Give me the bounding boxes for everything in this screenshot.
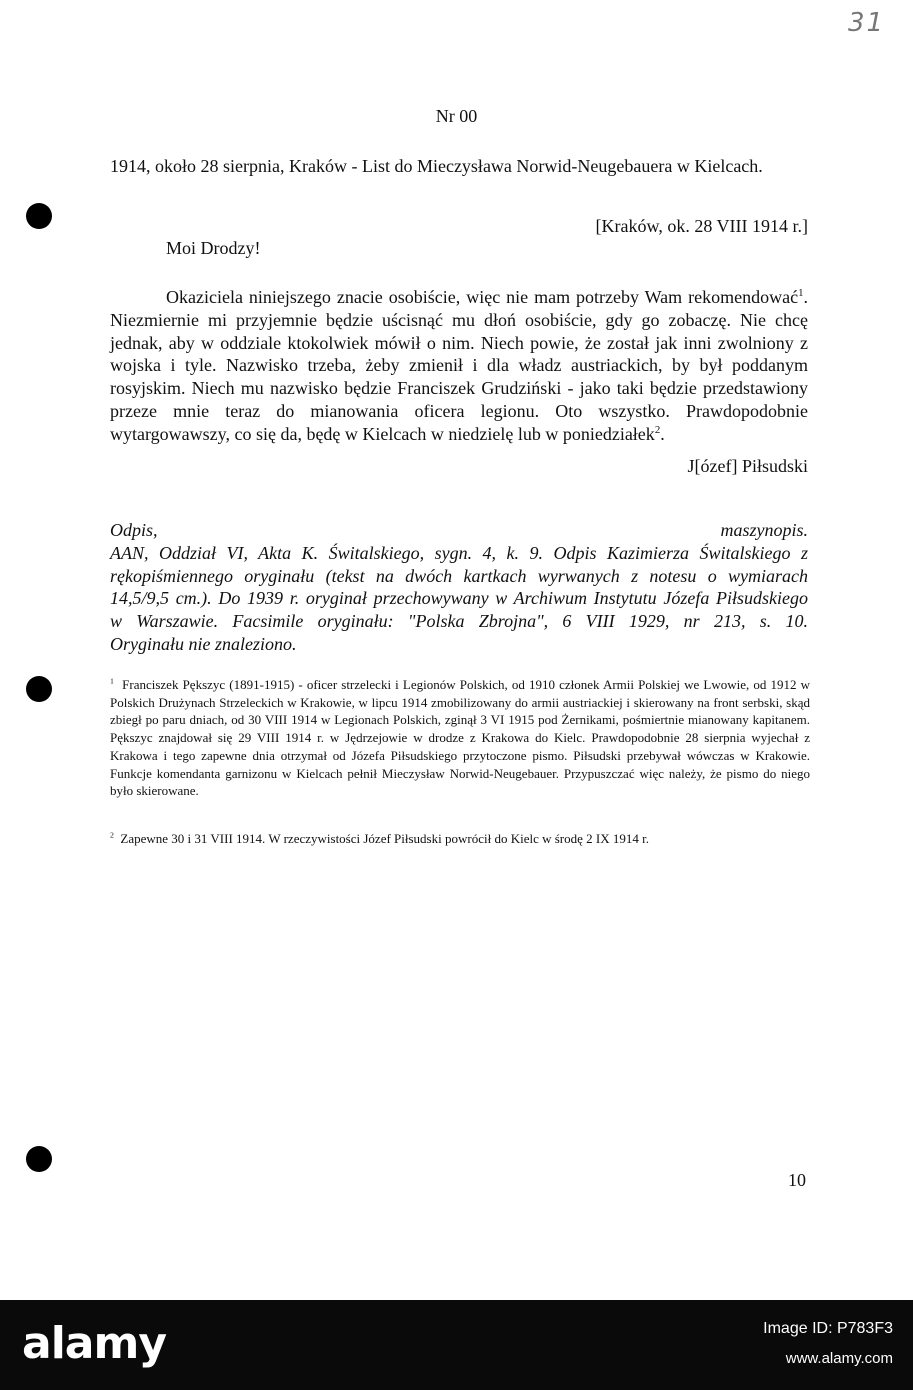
source-line: Odpis, maszynopis. <box>110 520 808 540</box>
document-number: Nr 00 <box>435 106 478 126</box>
stock-watermark-banner <box>0 1300 913 1390</box>
footnote-2-text: Zapewne 30 i 31 VIII 1914. W rzeczywistości Józef Piłsudski powrócił do Kielc w środę 2 IX 1914 r. <box>120 831 649 846</box>
salutation: Moi Drodzy! <box>166 238 261 258</box>
footnote-1-mark: 1 <box>110 676 114 686</box>
letter-text-part3: . <box>660 423 665 444</box>
footnote-ref-2: 2 <box>654 423 661 436</box>
place-date: [Kraków, ok. 28 VIII 1914 r.] <box>595 216 808 236</box>
source-line: 14,5/9,5 cm.). Do 1939 r. oryginał przechowywany w Archiwum Instytutu Józefa Piłsudskiego <box>110 588 808 609</box>
stock-url: www.alamy.com <box>785 1350 893 1367</box>
footnote-2-mark: 2 <box>110 830 114 840</box>
punch-hole <box>26 1146 52 1172</box>
footnote-ref-1: 1 <box>798 287 804 299</box>
source-line: w Warszawie. Facsimile oryginału: "Polska Zbrojna", 6 VIII 1929, nr 213, s. 10. <box>110 611 808 632</box>
letter-text-part2: . Niezmiernie mi przyjemnie będzie uścisnąć mu dłoń osobiście, gdy go zobaczę. Nie chcę jednak, aby w oddziale ktokolwiek mówił o nim. Niech powie, że został jak inni zwolniony z wojska i tyle. Nazwisko trzeba, żeby zmienił i dla władz austriackich, by był poddanym rosyjskim. Niech mu nazwisko będzie Franciszek Grudziński - jako taki będzie przedstawiony przeze mnie teraz do mianowania oficera legionu. Oto wszystko. Prawdopodobnie wytargowawszy, co się da, będę w Kielcach w niedzielę lub w poniedziałek <box>110 287 808 444</box>
source-note <box>110 519 808 656</box>
footnote-1-text: Franciszek Pększyc (1891-1915) - oficer strzelecki i Legionów Polskich, od 1910 członek Armii Polskiej we Lwowie, od 1912 w Polskich Drużynach Strzeleckich w Krakowie, w lipcu 1914 zmobilizowany do armii austriackiej i skierowany na front serbski, skąd zbiegł po paru dniach, od 30 VIII 1914 w Legionach Polskich, zginął 3 VI 1915 pod Żernikami, pośmiertnie mianowany kapitanem. Pększyc znajdował się 29 VIII 1914 r. w Jędrzejowie w drodze z Krakowa do Kielc. Prawdopodobnie 28 sierpnia wyjechał z Krakowa i tego zapewne dnia otrzymał od Józefa Piłsudskiego przytoczone pismo. Piłsudski przebywał wówczas w Krakowie. Funkcje komendanta garnizonu w Kielcach pełnił Mieczysław Norwid-Neugebauer. Przypuszczać więc należy, że pismo do niego było skierowane. <box>110 677 810 799</box>
document-heading: 1914, około 28 sierpnia, Kraków - List do Mieczysława Norwid-Neugebauera w Kielcach. <box>110 156 763 176</box>
footnote-1 <box>110 676 810 800</box>
source-line: Oryginału nie znaleziono. <box>110 633 297 654</box>
image-id: Image ID: P783F3 <box>763 1320 893 1337</box>
handwritten-page-number: 31 <box>848 8 886 38</box>
signature: J[ózef] Piłsudski <box>687 456 808 476</box>
source-line: AAN, Oddział VI, Akta K. Świtalskiego, sygn. 4, k. 9. Odpis Kazimierza Świtalskiego z <box>110 542 808 563</box>
punch-hole <box>26 676 52 702</box>
source-line: rękopiśmiennego oryginału (tekst na dwóch kartkach wyrwanych z notesu o wymiarach <box>110 565 808 586</box>
alamy-logo: alamy <box>22 1318 166 1369</box>
punch-hole <box>26 203 52 229</box>
page-number: 10 <box>788 1170 806 1190</box>
footnote-2 <box>110 830 810 848</box>
letter-text-part1: Okaziciela niniejszego znacie osobiście, więc nie mam potrzeby Wam rekomendować <box>166 287 799 307</box>
letter-body <box>110 286 808 446</box>
